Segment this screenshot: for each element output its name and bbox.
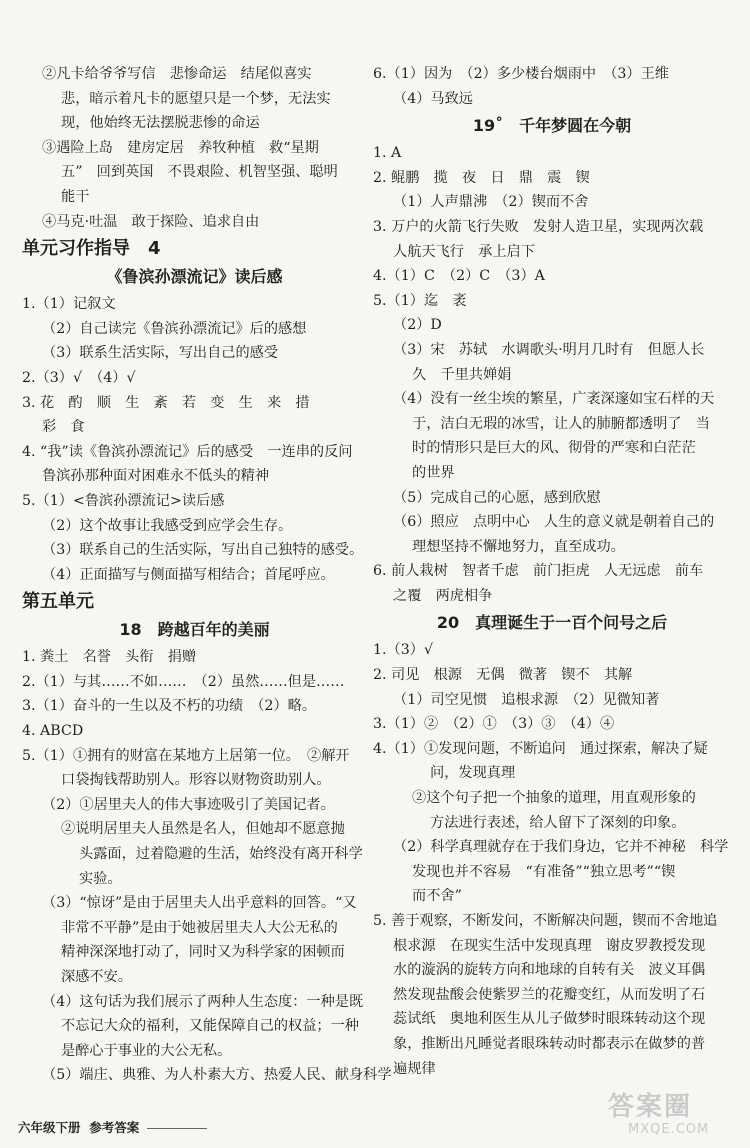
answer-line: （2）①居里夫人的伟大事迹吸引了美国记者。 — [42, 796, 335, 813]
answer-line: 之覆 两虎相争 — [393, 587, 493, 604]
answer-line: （3）“惊讶”是由于居里夫人出乎意料的回答。“又 — [42, 895, 357, 912]
lesson-title: 18 跨越百年的美丽 — [119, 620, 270, 640]
section-heading: 第五单元 — [22, 591, 94, 613]
answer-line: 2.（3）√ （4）√ — [22, 369, 136, 386]
answer-line: 口袋掏钱帮助别人。形容以财物资助别人。 — [61, 772, 331, 789]
answer-line: （3）联系自己的生活实际，写出自己独特的感受。 — [42, 542, 364, 559]
answer-line: 方法进行表述，给人留下了深刻的印象。 — [430, 814, 686, 831]
answer-line: 1.（3）√ — [373, 642, 433, 659]
answer-line: 问，发现真理 — [430, 765, 516, 782]
answer-line: 4.（1）①发现问题，不断追问 通过探索，解决了疑 — [373, 740, 708, 757]
section-heading: 单元习作指导 4 — [22, 238, 161, 260]
answer-line: （2）自己读完《鲁滨孙漂流记》后的感想 — [42, 320, 307, 337]
answer-line: 6.（1）因为 （2）多少楼台烟雨中 （3）王维 — [373, 66, 669, 82]
answer-line: 能干 — [61, 188, 90, 205]
page-footer — [18, 1118, 207, 1136]
answer-line: ④马克·吐温 敢于探险、追求自由 — [42, 213, 260, 230]
answer-line: 3. 万户的火箭飞行失败 发射人造卫星，实现两次载 — [373, 218, 704, 235]
footer-grade: 六年级下册 — [18, 1120, 81, 1135]
answer-line: 精神深深地打动了，同时又为科学家的困顿而 — [61, 944, 345, 961]
answer-line: 3. 花 酌 顺 生 紊 若 变 生 来 措 — [22, 394, 310, 411]
answer-line: （1）司空见惯 追根求源 （2）见微知著 — [393, 691, 660, 708]
answer-line: 不忘记大众的福利，又能保障自己的权益；一种 — [61, 1018, 359, 1035]
answer-line: 2. 司见 根源 无偶 微著 锲不 其解 — [373, 667, 633, 684]
answer-line: （2）D — [393, 317, 442, 334]
answer-line: 的世界 — [412, 464, 455, 481]
answer-line: 5.（1）①拥有的财富在某地方上居第一位。 ②解开 — [22, 747, 350, 764]
answer-line: （5）完成自己的心愿，感到欣慰 — [393, 489, 601, 506]
answer-line: 2. 鲲鹏 揽 夜 日 鼎 震 锲 — [373, 169, 590, 186]
footer-label: 参考答案 — [89, 1120, 140, 1135]
answer-line: 1.（1）记叙文 — [22, 296, 116, 313]
answer-line: （1）人声鼎沸 （2）锲而不舍 — [393, 194, 589, 211]
answer-line: 5. 善于观察，不断发问，不断解决问题，锲而不舍地追 — [373, 913, 718, 929]
answer-line: （2）这个故事让我感受到应学会生存。 — [42, 517, 293, 534]
answer-line: 象，推断出凡睡觉者眼珠转动时都表示在做梦的普 — [393, 1035, 706, 1052]
answer-line: 5.（1）<鲁滨孙漂流记>读后感 — [22, 492, 225, 509]
answer-line: 5.（1）迄 袤 — [373, 292, 467, 309]
answer-line: 深感不安。 — [61, 969, 132, 985]
answer-line: 然发现盐酸会使紫罗兰的花瓣变红，从而发明了石 — [393, 986, 706, 1003]
answer-line: 鲁滨孙那种面对困难永不低头的精神 — [42, 468, 270, 485]
answer-line: （5）端庄、典雅、为人朴素大方、热爱人民、献身科学 — [42, 1067, 392, 1084]
lesson-title: 《鲁滨孙漂流记》读后感 — [106, 267, 283, 287]
answer-line: 3.（1）奋斗的一生以及不朽的功绩 （2）略。 — [22, 698, 317, 715]
answer-line: 于，洁白无瑕的冰雪，让人的肺腑都透明了 当 — [412, 415, 710, 432]
watermark-text: 答案圈 — [608, 1092, 693, 1122]
answer-line: ②凡卡给爷爷写信 悲惨命运 结尾似喜实 — [42, 66, 312, 82]
lesson-title: 19˚ 千年梦圆在今朝 — [472, 116, 632, 136]
answer-line: 3.（1）② （2）① （3）③ （4）④ — [373, 716, 615, 733]
answer-line: （4）正面描写与侧面描写相结合；首尾呼应。 — [42, 566, 335, 583]
answer-line: 4. ABCD — [22, 723, 84, 740]
answer-line: （2）科学真理就存在于我们身边，它并不神秘 科学 — [393, 839, 729, 856]
watermark-url: MXQE.COM — [628, 1122, 710, 1137]
answer-line: 时的情形只是巨大的风、彻骨的严寒和白茫茫 — [412, 440, 696, 457]
answer-line: 非常不平静”是由于她被居里夫人大公无私的 — [61, 919, 338, 936]
answer-line: （6）照应 点明中心 人生的意义就是朝着自己的 — [393, 514, 715, 531]
answer-line: （4）马致远 — [393, 90, 473, 107]
answer-line: 1. A — [373, 145, 402, 162]
answer-line: 4. “我”读《鲁滨孙漂流记》后的感受 一连串的反问 — [22, 443, 353, 460]
right-column — [373, 62, 731, 1081]
answer-line: 6. 前人栽树 智者千虑 前门拒虎 人无远虑 前车 — [373, 563, 704, 580]
lesson-title: 20 真理诞生于一百个问号之后 — [436, 613, 668, 633]
answer-line: 发现也并不容易 “有准备”“独立思考”“锲 — [412, 863, 676, 880]
answer-line: 实验。 — [79, 870, 122, 887]
footer-rule — [147, 1128, 207, 1129]
answer-line: 蕊试纸 奥地利医生从儿子做梦时眼珠转动这个现 — [393, 1011, 706, 1028]
answer-line: （3）联系生活实际，写出自己的感受 — [42, 345, 279, 362]
answer-line: （4）这句话为我们展示了两种人生态度：一种是既 — [42, 993, 364, 1010]
answer-line: 2.（1）与其……不如…… （2）虽然……但是…… — [22, 673, 345, 690]
answer-line: 水的漩涡的旋转方向和地球的自转有关 波义耳偶 — [393, 962, 706, 979]
answer-line: ③遇险上岛 建房定居 养牧种植 救“星期 — [42, 139, 319, 156]
answer-line: 遍规律 — [393, 1060, 436, 1077]
watermark-logo — [608, 1092, 738, 1138]
answer-line: 是醉心于事业的大公无私。 — [61, 1042, 232, 1059]
answer-line: ②这个句子把一个抽象的道理，用直观形象的 — [412, 790, 696, 807]
answer-line: 彩 食 — [42, 419, 85, 436]
answer-line: 4.（1）C （2）C （3）A — [373, 268, 545, 285]
answer-line: 悲，暗示着凡卡的愿望只是一个梦，无法实 — [61, 90, 331, 107]
answer-line: 根求源 在现实生活中发现真理 谢皮罗教授发现 — [393, 937, 706, 954]
answer-line: 1. 粪土 名誉 头衔 捐赠 — [22, 649, 197, 666]
answer-line: 五” 回到英国 不畏艰险、机智坚强、聪明 — [61, 164, 338, 181]
answer-line: （3）宋 苏轼 水调歌头·明月几时有 但愿人长 — [393, 341, 705, 358]
answer-line: 人航天飞行 承上启下 — [393, 243, 535, 260]
answer-line: 而不舍” — [412, 888, 462, 905]
answer-line: 久 千里共婵娟 — [412, 366, 512, 383]
answer-line: 理想坚持不懈地努力，直至成功。 — [412, 538, 625, 555]
answer-line: 头露面，过着隐避的生活，始终没有离开科学 — [79, 846, 363, 863]
answer-line: 现，他始终无法摆脱悲惨的命运 — [61, 115, 260, 132]
answer-line: （4）没有一丝尘埃的繁星，广袤深邃如宝石样的天 — [393, 391, 715, 408]
answer-line: ②说明居里夫人虽然是名人，但她却不愿意抛 — [61, 821, 345, 838]
